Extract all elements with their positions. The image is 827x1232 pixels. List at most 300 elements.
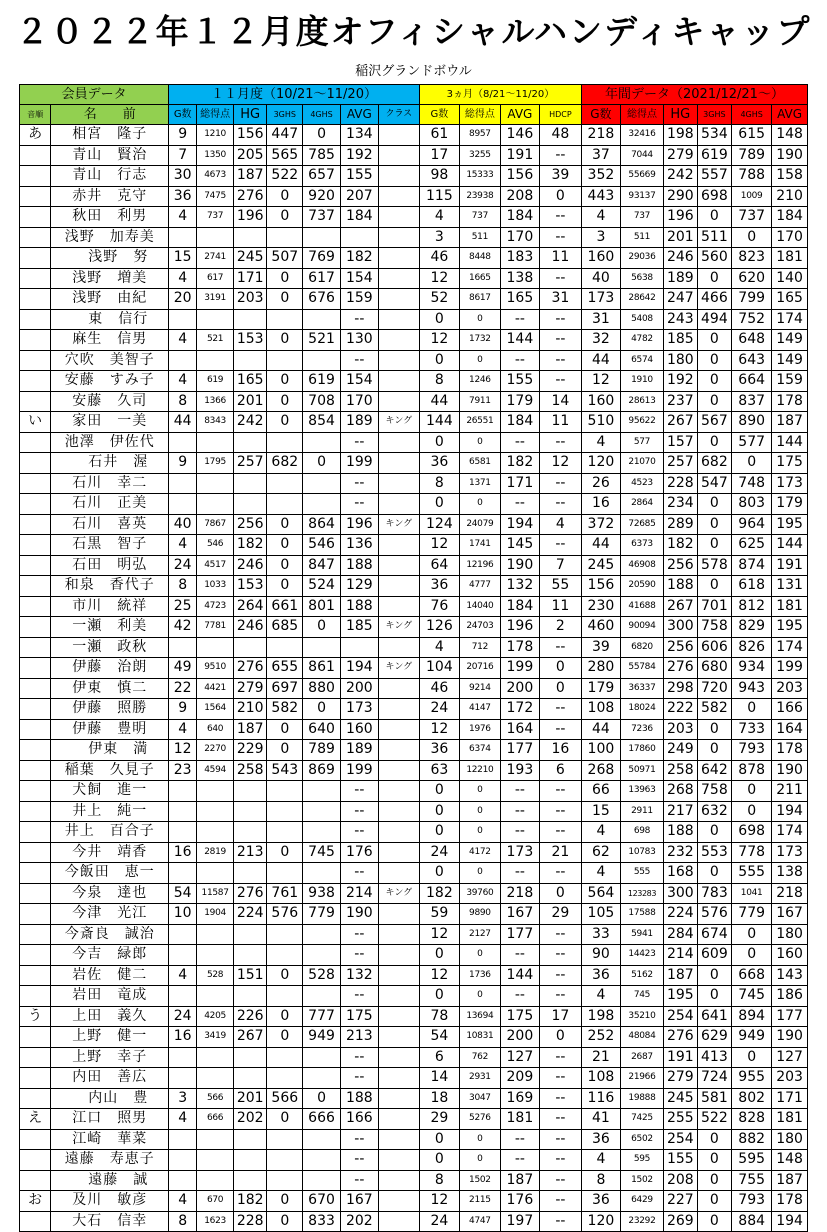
hg-cell <box>233 781 267 802</box>
member-name-cell: 石川 正美 <box>51 494 169 515</box>
hdcp-cell: 11 <box>539 596 581 617</box>
kana-index-cell <box>20 330 51 351</box>
hdcp-cell: -- <box>539 207 581 228</box>
games-cell <box>169 227 197 248</box>
year-4ghs-cell: 882 <box>732 1129 772 1150</box>
table-row <box>20 719 808 740</box>
member-rows <box>20 125 808 1232</box>
table-row <box>20 166 808 187</box>
games-cell <box>169 1068 197 1089</box>
hg-cell: 228 <box>233 1211 267 1232</box>
3ghs-cell <box>267 350 303 371</box>
col-header-3ghs: 3GHS <box>267 105 303 125</box>
total-cell <box>197 637 234 658</box>
3m-total-cell: 1246 <box>459 371 500 392</box>
kana-index-cell <box>20 309 51 330</box>
member-name-cell: 伊藤 治朗 <box>51 658 169 679</box>
avg-cell: -- <box>340 924 378 945</box>
year-hg-cell: 201 <box>664 227 698 248</box>
table-row <box>20 514 808 535</box>
total-cell: 4723 <box>197 596 234 617</box>
year-total-cell: 2864 <box>620 494 663 515</box>
avg-cell: -- <box>340 432 378 453</box>
year-hg-cell: 268 <box>664 781 698 802</box>
hdcp-cell: 21 <box>539 842 581 863</box>
year-total-cell: 5408 <box>620 309 663 330</box>
total-cell: 521 <box>197 330 234 351</box>
avg-cell: 134 <box>340 125 378 146</box>
3ghs-cell <box>267 924 303 945</box>
year-3ghs-cell: 0 <box>697 822 732 843</box>
games-cell: 4 <box>169 535 197 556</box>
4ghs-cell: 785 <box>303 145 341 166</box>
games-cell <box>169 1150 197 1171</box>
year-total-cell: 36337 <box>620 678 663 699</box>
hdcp-cell: -- <box>539 535 581 556</box>
kana-index-cell <box>20 1170 51 1191</box>
4ghs-cell: 861 <box>303 658 341 679</box>
year-games-cell: 100 <box>581 740 620 761</box>
class-cell <box>378 1088 419 1109</box>
3m-avg-cell: 184 <box>500 207 539 228</box>
year-avg-cell: 174 <box>772 822 808 843</box>
3m-total-cell: 12210 <box>459 760 500 781</box>
3m-games-cell: 44 <box>419 391 459 412</box>
col-header-games: G数 <box>169 105 197 125</box>
3m-games-cell: 61 <box>419 125 459 146</box>
year-total-cell: 4782 <box>620 330 663 351</box>
year-avg-cell: 143 <box>772 965 808 986</box>
kana-index-cell <box>20 740 51 761</box>
kana-index-cell <box>20 350 51 371</box>
hg-cell <box>233 1150 267 1171</box>
3m-games-cell: 0 <box>419 1129 459 1150</box>
year-avg-cell: 140 <box>772 268 808 289</box>
games-cell <box>169 986 197 1007</box>
hg-cell: 224 <box>233 904 267 925</box>
year-avg-cell: 211 <box>772 781 808 802</box>
kana-index-cell <box>20 986 51 1007</box>
table-row <box>20 1211 808 1232</box>
3m-games-cell: 0 <box>419 945 459 966</box>
4ghs-cell: 0 <box>303 125 341 146</box>
year-3ghs-cell: 629 <box>697 1027 732 1048</box>
3m-total-cell: 737 <box>459 207 500 228</box>
3m-avg-cell: -- <box>500 350 539 371</box>
member-name-cell: 東 信行 <box>51 309 169 330</box>
kana-index-cell: え <box>20 1109 51 1130</box>
kana-index-cell <box>20 596 51 617</box>
year-total-cell: 29036 <box>620 248 663 269</box>
member-name-cell: 江口 照男 <box>51 1109 169 1130</box>
3ghs-cell: 0 <box>267 1109 303 1130</box>
year-hg-cell: 246 <box>664 248 698 269</box>
year-games-cell: 12 <box>581 371 620 392</box>
4ghs-cell <box>303 1047 341 1068</box>
year-3ghs-cell: 619 <box>697 145 732 166</box>
table-row <box>20 1129 808 1150</box>
year-total-cell: 595 <box>620 1150 663 1171</box>
total-cell <box>197 1068 234 1089</box>
year-3ghs-cell: 0 <box>697 268 732 289</box>
avg-cell: 194 <box>340 658 378 679</box>
4ghs-cell: 528 <box>303 965 341 986</box>
total-cell <box>197 924 234 945</box>
year-4ghs-cell: 964 <box>732 514 772 535</box>
year-3ghs-cell: 701 <box>697 596 732 617</box>
hdcp-cell: -- <box>539 432 581 453</box>
kana-index-cell <box>20 678 51 699</box>
member-name-cell: 一瀬 利美 <box>51 617 169 638</box>
table-row <box>20 863 808 884</box>
year-4ghs-cell: 664 <box>732 371 772 392</box>
hdcp-cell: -- <box>539 145 581 166</box>
group-header-member: 会員データ <box>20 85 169 105</box>
year-games-cell: 36 <box>581 965 620 986</box>
3ghs-cell: 447 <box>267 125 303 146</box>
avg-cell: 132 <box>340 965 378 986</box>
hg-cell: 196 <box>233 207 267 228</box>
hdcp-cell: -- <box>539 268 581 289</box>
3m-total-cell: 0 <box>459 945 500 966</box>
table-row <box>20 842 808 863</box>
year-avg-cell: 190 <box>772 145 808 166</box>
member-name-cell: 今飯田 恵一 <box>51 863 169 884</box>
games-cell: 36 <box>169 186 197 207</box>
kana-index-cell <box>20 186 51 207</box>
3ghs-cell: 0 <box>267 330 303 351</box>
3m-avg-cell: -- <box>500 1150 539 1171</box>
3m-games-cell: 52 <box>419 289 459 310</box>
year-games-cell: 4 <box>581 822 620 843</box>
year-avg-cell: 160 <box>772 945 808 966</box>
3m-avg-cell: -- <box>500 781 539 802</box>
kana-index-cell <box>20 145 51 166</box>
member-name-cell: 市川 統祥 <box>51 596 169 617</box>
year-hg-cell: 243 <box>664 309 698 330</box>
4ghs-cell <box>303 494 341 515</box>
year-4ghs-cell: 789 <box>732 145 772 166</box>
year-avg-cell: 184 <box>772 207 808 228</box>
year-avg-cell: 131 <box>772 576 808 597</box>
hdcp-cell: -- <box>539 1150 581 1171</box>
member-name-cell: 内山 豊 <box>51 1088 169 1109</box>
hg-cell <box>233 473 267 494</box>
hdcp-cell: -- <box>539 1047 581 1068</box>
year-avg-cell: 180 <box>772 924 808 945</box>
year-total-cell: 10783 <box>620 842 663 863</box>
year-hg-cell: 157 <box>664 432 698 453</box>
4ghs-cell <box>303 822 341 843</box>
year-games-cell: 460 <box>581 617 620 638</box>
hg-cell: 213 <box>233 842 267 863</box>
3m-games-cell: 0 <box>419 309 459 330</box>
3m-total-cell: 1732 <box>459 330 500 351</box>
year-3ghs-cell: 0 <box>697 535 732 556</box>
hdcp-cell: 39 <box>539 166 581 187</box>
total-cell: 566 <box>197 1088 234 1109</box>
3m-games-cell: 63 <box>419 760 459 781</box>
hdcp-cell: 48 <box>539 125 581 146</box>
3m-avg-cell: 190 <box>500 555 539 576</box>
3m-avg-cell: -- <box>500 309 539 330</box>
hg-cell: 279 <box>233 678 267 699</box>
year-3ghs-cell: 606 <box>697 637 732 658</box>
kana-index-cell <box>20 1211 51 1232</box>
year-total-cell: 5162 <box>620 965 663 986</box>
3m-total-cell: 1741 <box>459 535 500 556</box>
year-total-cell: 2687 <box>620 1047 663 1068</box>
member-name-cell: 井上 純一 <box>51 801 169 822</box>
year-total-cell: 50971 <box>620 760 663 781</box>
avg-cell: 199 <box>340 760 378 781</box>
total-cell: 1033 <box>197 576 234 597</box>
avg-cell: -- <box>340 986 378 1007</box>
year-hg-cell: 195 <box>664 986 698 1007</box>
year-total-cell: 737 <box>620 207 663 228</box>
year-hg-cell: 168 <box>664 863 698 884</box>
year-3ghs-cell: 0 <box>697 740 732 761</box>
kana-index-cell <box>20 801 51 822</box>
group-header-year: 年間データ（2021/12/21～） <box>581 85 807 105</box>
hg-cell: 246 <box>233 617 267 638</box>
year-3ghs-cell: 0 <box>697 371 732 392</box>
4ghs-cell: 880 <box>303 678 341 699</box>
3m-games-cell: 64 <box>419 555 459 576</box>
3m-avg-cell: 191 <box>500 145 539 166</box>
year-avg-cell: 178 <box>772 1191 808 1212</box>
year-total-cell: 55784 <box>620 658 663 679</box>
year-hg-cell: 237 <box>664 391 698 412</box>
3ghs-cell <box>267 863 303 884</box>
hg-cell: 258 <box>233 760 267 781</box>
3m-total-cell: 0 <box>459 494 500 515</box>
hg-cell: 151 <box>233 965 267 986</box>
3m-games-cell: 36 <box>419 576 459 597</box>
table-row <box>20 289 808 310</box>
class-cell <box>378 289 419 310</box>
table-row <box>20 637 808 658</box>
year-4ghs-cell: 823 <box>732 248 772 269</box>
year-3ghs-cell: 641 <box>697 1006 732 1027</box>
avg-cell: 160 <box>340 719 378 740</box>
year-total-cell: 5941 <box>620 924 663 945</box>
3m-avg-cell: 179 <box>500 391 539 412</box>
table-row <box>20 330 808 351</box>
year-avg-cell: 159 <box>772 371 808 392</box>
member-name-cell: 大石 信幸 <box>51 1211 169 1232</box>
avg-cell: 189 <box>340 412 378 433</box>
3ghs-cell <box>267 945 303 966</box>
class-cell <box>378 801 419 822</box>
hdcp-cell: 55 <box>539 576 581 597</box>
total-cell: 1564 <box>197 699 234 720</box>
hdcp-cell: 2 <box>539 617 581 638</box>
year-3ghs-cell: 0 <box>697 391 732 412</box>
year-games-cell: 108 <box>581 1068 620 1089</box>
year-total-cell: 6373 <box>620 535 663 556</box>
games-cell <box>169 473 197 494</box>
member-name-cell: 及川 敏彦 <box>51 1191 169 1212</box>
year-games-cell: 36 <box>581 1191 620 1212</box>
3m-avg-cell: 156 <box>500 166 539 187</box>
total-cell: 2741 <box>197 248 234 269</box>
year-avg-cell: 144 <box>772 432 808 453</box>
member-name-cell: 稲葉 久見子 <box>51 760 169 781</box>
class-cell <box>378 1047 419 1068</box>
year-hg-cell: 258 <box>664 760 698 781</box>
year-4ghs-cell: 799 <box>732 289 772 310</box>
class-cell <box>378 863 419 884</box>
table-row <box>20 945 808 966</box>
year-games-cell: 179 <box>581 678 620 699</box>
year-games-cell: 36 <box>581 1129 620 1150</box>
total-cell: 666 <box>197 1109 234 1130</box>
year-hg-cell: 189 <box>664 268 698 289</box>
games-cell: 22 <box>169 678 197 699</box>
hdcp-cell: -- <box>539 473 581 494</box>
year-total-cell: 1502 <box>620 1170 663 1191</box>
year-games-cell: 245 <box>581 555 620 576</box>
avg-cell: 202 <box>340 1211 378 1232</box>
year-total-cell: 19888 <box>620 1088 663 1109</box>
total-cell: 11587 <box>197 883 234 904</box>
table-row <box>20 1191 808 1212</box>
3m-avg-cell: 144 <box>500 965 539 986</box>
4ghs-cell <box>303 309 341 330</box>
member-name-cell: 安藤 久司 <box>51 391 169 412</box>
hg-cell: 210 <box>233 699 267 720</box>
3ghs-cell <box>267 432 303 453</box>
3m-total-cell: 3255 <box>459 145 500 166</box>
hdcp-cell: -- <box>539 330 581 351</box>
year-avg-cell: 148 <box>772 125 808 146</box>
class-cell <box>378 1129 419 1150</box>
games-cell: 9 <box>169 125 197 146</box>
col-header-year-4ghs: 4GHS <box>732 105 772 125</box>
3m-avg-cell: 209 <box>500 1068 539 1089</box>
3m-total-cell: 1502 <box>459 1170 500 1191</box>
member-name-cell: 伊藤 照勝 <box>51 699 169 720</box>
3ghs-cell: 507 <box>267 248 303 269</box>
3m-avg-cell: -- <box>500 986 539 1007</box>
3m-games-cell: 4 <box>419 207 459 228</box>
table-row <box>20 207 808 228</box>
avg-cell: 154 <box>340 268 378 289</box>
col-header-year-3ghs: 3GHS <box>697 105 732 125</box>
class-cell <box>378 1191 419 1212</box>
year-4ghs-cell: 943 <box>732 678 772 699</box>
3ghs-cell: 0 <box>267 514 303 535</box>
class-cell <box>378 145 419 166</box>
table-row <box>20 965 808 986</box>
3ghs-cell: 655 <box>267 658 303 679</box>
games-cell: 4 <box>169 371 197 392</box>
year-games-cell: 564 <box>581 883 620 904</box>
col-header-year-total: 総得点 <box>620 105 663 125</box>
table-row <box>20 822 808 843</box>
3m-games-cell: 76 <box>419 596 459 617</box>
3m-games-cell: 17 <box>419 145 459 166</box>
total-cell <box>197 986 234 1007</box>
year-3ghs-cell: 0 <box>697 965 732 986</box>
year-3ghs-cell: 758 <box>697 781 732 802</box>
member-name-cell: 家田 一美 <box>51 412 169 433</box>
year-3ghs-cell: 0 <box>697 494 732 515</box>
4ghs-cell: 801 <box>303 596 341 617</box>
year-games-cell: 8 <box>581 1170 620 1191</box>
year-hg-cell: 276 <box>664 658 698 679</box>
3m-avg-cell: 171 <box>500 473 539 494</box>
total-cell: 4421 <box>197 678 234 699</box>
kana-index-cell: い <box>20 412 51 433</box>
3m-total-cell: 7911 <box>459 391 500 412</box>
3m-avg-cell: 144 <box>500 330 539 351</box>
3m-games-cell: 18 <box>419 1088 459 1109</box>
year-4ghs-cell: 890 <box>732 412 772 433</box>
page-title: ２０２２年１２月度オフィシャルハンディキャップ <box>15 12 812 51</box>
class-cell <box>378 1068 419 1089</box>
year-hg-cell: 269 <box>664 1211 698 1232</box>
games-cell <box>169 924 197 945</box>
year-total-cell: 745 <box>620 986 663 1007</box>
games-cell: 4 <box>169 207 197 228</box>
year-3ghs-cell: 680 <box>697 658 732 679</box>
year-3ghs-cell: 557 <box>697 166 732 187</box>
avg-cell: 167 <box>340 1191 378 1212</box>
class-cell <box>378 555 419 576</box>
kana-index-cell <box>20 760 51 781</box>
table-row <box>20 432 808 453</box>
class-cell <box>378 248 419 269</box>
games-cell: 16 <box>169 1027 197 1048</box>
year-3ghs-cell: 0 <box>697 432 732 453</box>
avg-cell: 192 <box>340 145 378 166</box>
3m-avg-cell: -- <box>500 801 539 822</box>
year-4ghs-cell: 737 <box>732 207 772 228</box>
year-hg-cell: 279 <box>664 1068 698 1089</box>
table-row <box>20 125 808 146</box>
hdcp-cell: -- <box>539 924 581 945</box>
3ghs-cell: 0 <box>267 576 303 597</box>
year-avg-cell: 148 <box>772 1150 808 1171</box>
3m-games-cell: 104 <box>419 658 459 679</box>
4ghs-cell <box>303 801 341 822</box>
table-row <box>20 678 808 699</box>
year-hg-cell: 187 <box>664 965 698 986</box>
3m-games-cell: 3 <box>419 227 459 248</box>
year-games-cell: 31 <box>581 309 620 330</box>
year-3ghs-cell: 581 <box>697 1088 732 1109</box>
games-cell: 3 <box>169 1088 197 1109</box>
games-cell: 9 <box>169 699 197 720</box>
3m-avg-cell: 167 <box>500 904 539 925</box>
4ghs-cell: 769 <box>303 248 341 269</box>
year-4ghs-cell: 0 <box>732 699 772 720</box>
year-4ghs-cell: 620 <box>732 268 772 289</box>
year-4ghs-cell: 625 <box>732 535 772 556</box>
year-games-cell: 230 <box>581 596 620 617</box>
year-hg-cell: 245 <box>664 1088 698 1109</box>
hdcp-cell: 0 <box>539 883 581 904</box>
3m-games-cell: 4 <box>419 637 459 658</box>
year-4ghs-cell: 874 <box>732 555 772 576</box>
year-4ghs-cell: 748 <box>732 473 772 494</box>
year-hg-cell: 232 <box>664 842 698 863</box>
hg-cell: 182 <box>233 1191 267 1212</box>
hdcp-cell: -- <box>539 863 581 884</box>
year-4ghs-cell: 828 <box>732 1109 772 1130</box>
